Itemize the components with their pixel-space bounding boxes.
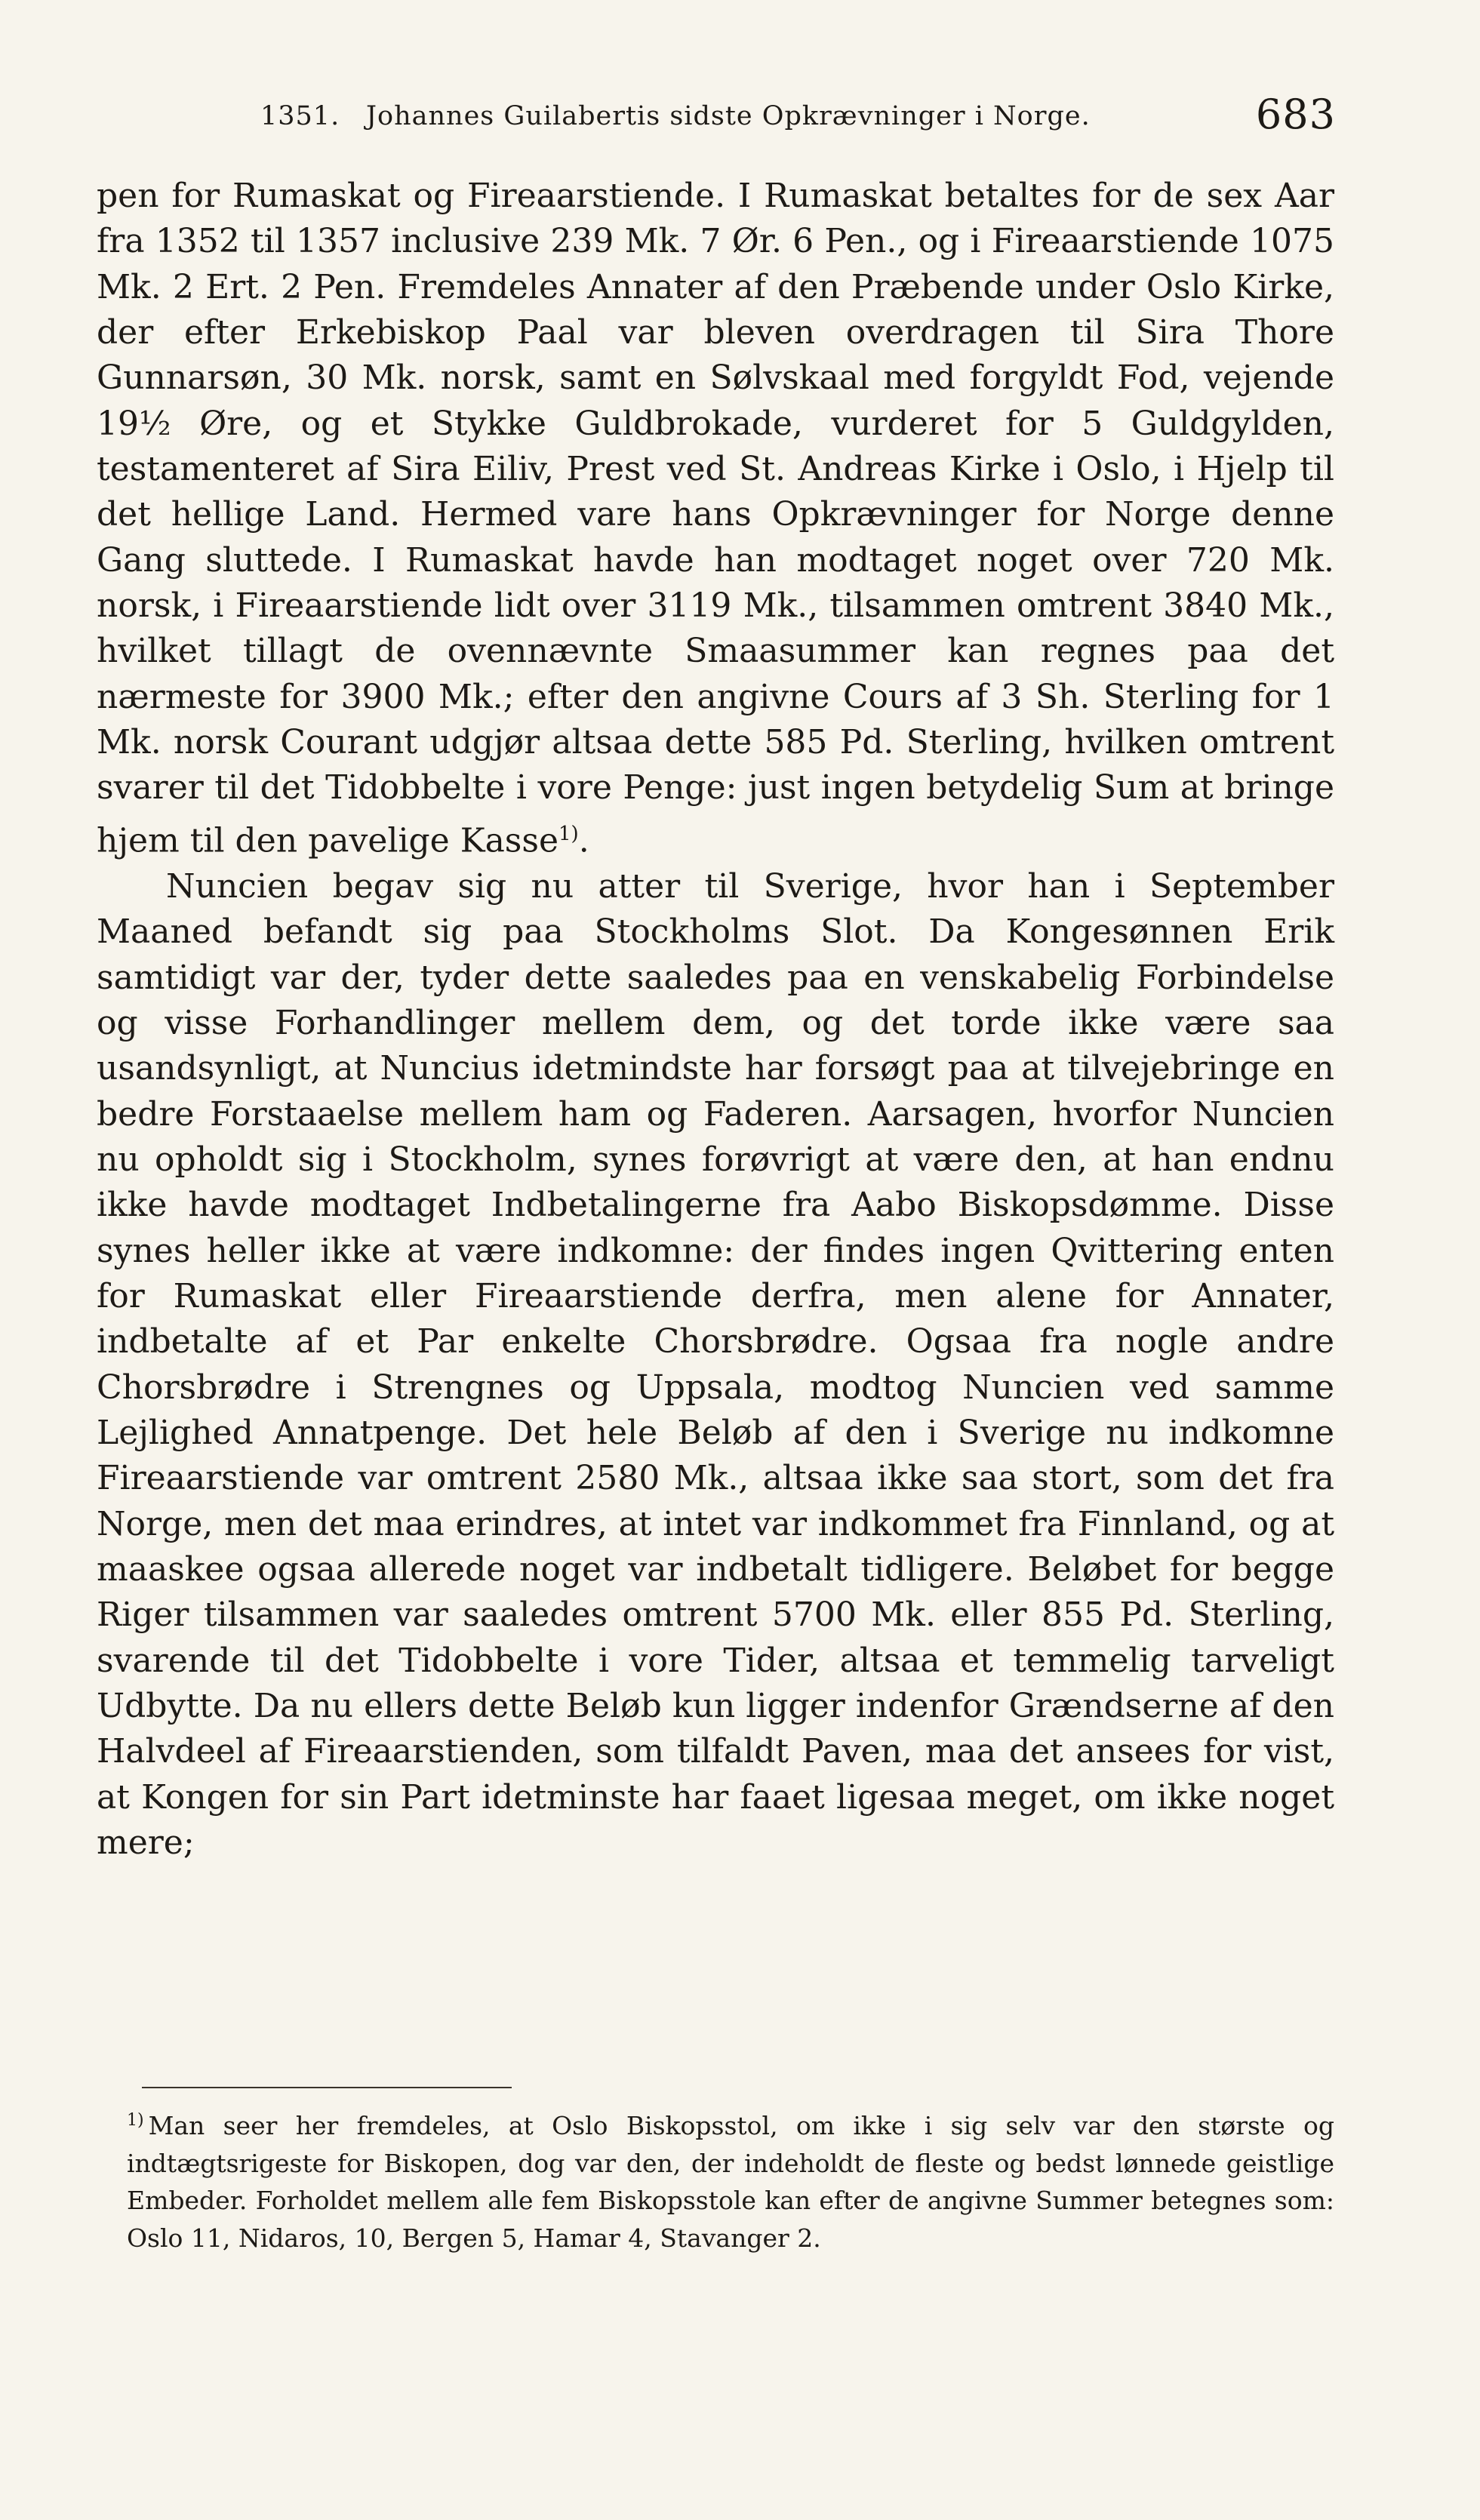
paragraph-1-end: . (578, 821, 589, 860)
body-text (97, 174, 1334, 1866)
paragraph-2: Nuncien begav sig nu atter til Sverige, hvor han i September Maaned befandt sig paa Stockholms Slot. Da Kongesønnen Erik samtidigt var der, tyder dette saaledes paa en venskabelig Forbindelse og visse Forhandlinger mellem dem, og det torde ikke være saa usandsynligt, at Nuncius idetmindste har forsøgt paa at tilvejebringe en bedre Forstaaelse mellem ham og Faderen. Aarsagen, hvorfor Nuncien nu opholdt sig i Stockholm, synes forøvrigt at være den, at han endnu ikke havde modtaget Indbetalingerne fra Aabo Biskopsdømme. Disse synes heller ikke at være indkomne: der findes ingen Qvittering enten for Rumaskat eller Fireaarstiende derfra, men alene for Annater, indbetalte af et Par enkelte Chorsbrødre. Ogsaa fra nogle andre Chorsbrødre i Strengnes og Uppsala, modtog Nuncien ved samme Lejlighed Annatpenge. Det hele Beløb af den i Sverige nu indkomne Fireaarstiende var omtrent 2580 Mk., altsaa ikke saa stort, som det fra Norge, men det maa erindres, at intet var indkommet fra Finnland, og at maaskee ogsaa allerede noget var indbetalt tidligere. Beløbet for begge Riger tilsammen var saaledes omtrent 5700 Mk. eller 855 Pd. Sterling, svarende til det Tidobbelte i vore Tider, altsaa et temmelig tarveligt Udbytte. Da nu ellers dette Beløb kun ligger indenfor Grændserne af den Halvdeel af Fireaarstienden, som tilfaldt Paven, maa det ansees for vist, at Kongen for sin Part idetminste har faaet ligesaa meget, om ikke noget mere; (97, 866, 1334, 1863)
running-head-year: 1351. (260, 101, 340, 131)
footnote-mark: 1) (127, 2111, 144, 2130)
page-number: 683 (1255, 91, 1336, 138)
paragraph-1 (97, 174, 1334, 864)
paragraph-1-text: pen for Rumaskat og Fireaarstiende. I Rumaskat betaltes for de sex Aar fra 1352 til 1357 inclusive 239 Mk. 7 Ør. 6 Pen., og i Fireaarstiende 1075 Mk. 2 Ert. 2 Pen. Fremdeles Annater af den Præbende under Oslo Kirke, der efter Erkebiskop Paal var bleven overdragen til Sira Thore Gunnarsøn, 30 Mk. norsk, samt en Sølvskaal med forgyldt Fod, vejende 19½ Øre, og et Stykke Guldbrokade, vurderet for 5 Guldgylden, testamenteret af Sira Eiliv, Prest ved St. Andreas Kirke i Oslo, i Hjelp til det hellige Land. Hermed vare hans Opkrævninger for Norge denne Gang sluttede. I Rumaskat havde han modtaget noget over 720 Mk. norsk, i Fireaarstiende lidt over 3119 Mk., tilsammen omtrent 3840 Mk., hvilket tillagt de ovennævnte Smaasummer kan regnes paa det nærmeste for 3900 Mk.; efter den angivne Cours af 3 Sh. Sterling for 1 Mk. norsk Courant udgjør altsaa dette 585 Pd. Sterling, hvilken omtrent svarer til det Tidobbelte i vore Penge: just ingen betydelig Sum at bringe hjem til den pavelige Kasse (97, 177, 1334, 860)
footnote-text: Man seer her fremdeles, at Oslo Biskopsstol, om ikke i sig selv var den største og indtægtsrigeste for Biskopen, dog var den, der indeholdt de fleste og bedst lønnede geistlige Embeder. Forholdet mellem alle fem Biskopsstole kan efter de angivne Summer betegnes som: Oslo 11, Nidaros, 10, Bergen 5, Hamar 4, Stavanger 2. (127, 2111, 1334, 2253)
footnote-reference: 1) (558, 822, 579, 845)
running-head (260, 91, 1336, 143)
running-head-title: Johannes Guilabertis sidste Opkrævninger i Norge. (366, 101, 1091, 131)
footnote-divider (142, 2087, 512, 2088)
footnote (127, 2102, 1334, 2257)
